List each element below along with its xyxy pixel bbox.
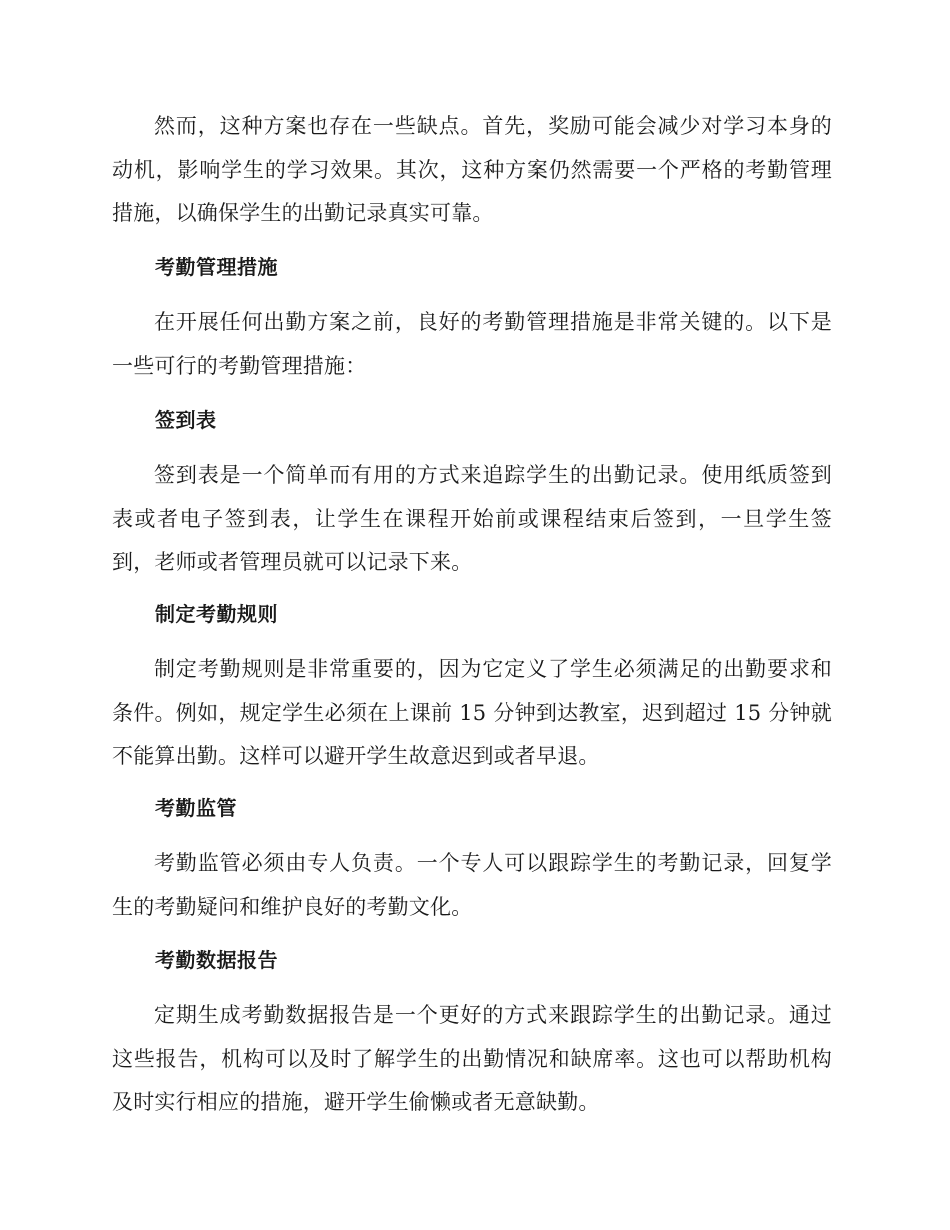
heading-attendance-data-report: 考勤数据报告	[155, 948, 278, 972]
paragraph-attendance-supervision: 考勤监管必须由专人负责。一个专人可以跟踪学生的考勤记录，回复学生的考勤疑问和维护良好的考勤文化。	[112, 851, 832, 919]
paragraph-sign-in-sheet: 签到表是一个简单而有用的方式来追踪学生的出勤记录。使用纸质签到表或者电子签到表，让学生在课程开始前或课程结束后签到，一旦学生签到，老师或者管理员就可以记录下来。	[112, 463, 832, 574]
heading-attendance-supervision: 考勤监管	[155, 796, 237, 820]
paragraph-drawbacks: 然而，这种方案也存在一些缺点。首先，奖励可能会减少对学习本身的动机，影响学生的学习效果。其次，这种方案仍然需要一个严格的考勤管理措施，以确保学生的出勤记录真实可靠。	[112, 114, 832, 225]
paragraph-attendance-rules: 制定考勤规则是非常重要的，因为它定义了学生必须满足的出勤要求和条件。例如，规定学生必须在上课前 15 分钟到达教室，迟到超过 15 分钟就不能算出勤。这样可以避开学生故意迟到或者早退。	[112, 657, 832, 768]
heading-attendance-measures: 考勤管理措施	[155, 255, 278, 279]
heading-sign-in-sheet: 签到表	[155, 408, 217, 432]
paragraph-attendance-data-report: 定期生成考勤数据报告是一个更好的方式来跟踪学生的出勤记录。通过这些报告，机构可以及时了解学生的出勤情况和缺席率。这也可以帮助机构及时实行相应的措施，避开学生偷懒或者无意缺勤。	[112, 1003, 832, 1114]
heading-attendance-rules: 制定考勤规则	[155, 602, 278, 626]
paragraph-measures-intro: 在开展任何出勤方案之前，良好的考勤管理措施是非常关键的。以下是一些可行的考勤管理措施：	[112, 310, 832, 378]
